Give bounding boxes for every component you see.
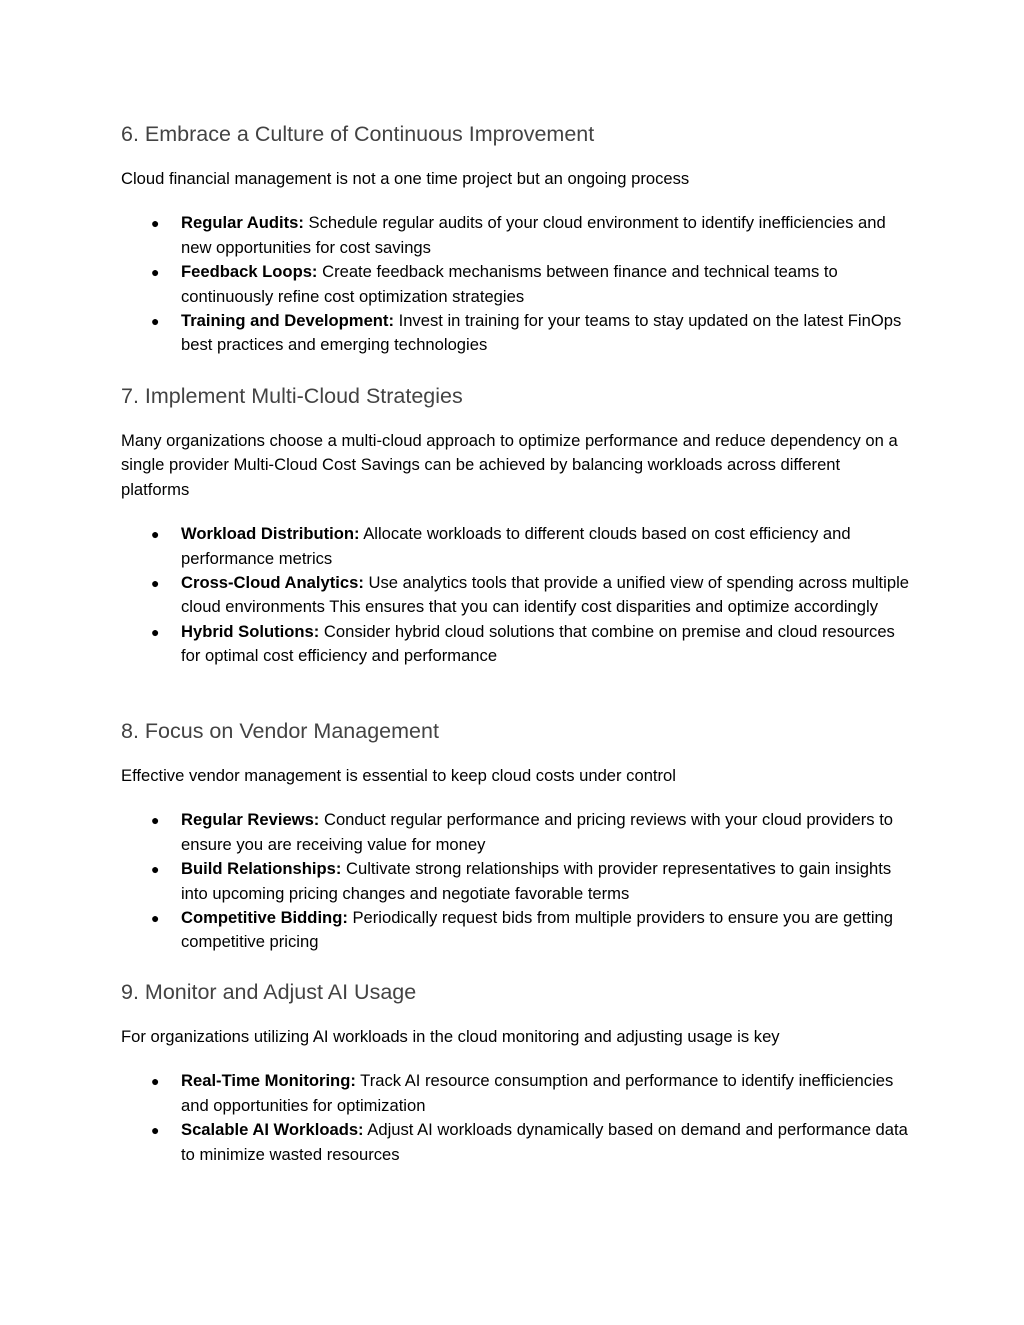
bullet-icon: ● — [151, 861, 160, 878]
section-vendor-management — [121, 715, 911, 955]
bullet-icon: ● — [151, 623, 160, 640]
list-item — [121, 620, 911, 669]
bullet-icon: ● — [151, 812, 160, 829]
item-term: Real-Time Monitoring: — [181, 1071, 356, 1091]
item-term: Cross-Cloud Analytics: — [181, 573, 364, 593]
item-term: Regular Audits: — [181, 213, 304, 233]
section-intro: For organizations utilizing AI workloads in the cloud monitoring and adjusting usage is key — [121, 1027, 780, 1046]
section-heading: 9. Monitor and Adjust AI Usage — [121, 980, 417, 1004]
item-term: Build Relationships: — [181, 859, 342, 879]
list-item — [121, 1118, 911, 1167]
item-term: Feedback Loops: — [181, 262, 318, 282]
item-text: Cultivate strong relationships with provider representatives to gain insights into upcoming pricing changes and negotiate favorable terms — [181, 859, 892, 903]
bullet-list — [121, 211, 911, 357]
section-heading: 8. Focus on Vendor Management — [121, 719, 439, 743]
list-item — [121, 857, 911, 906]
bullet-icon: ● — [151, 215, 160, 232]
section-continuous-improvement — [121, 118, 911, 358]
section-ai-usage — [121, 976, 911, 1167]
section-intro: Effective vendor management is essential to keep cloud costs under control — [121, 766, 676, 785]
item-text: Track AI resource consumption and performance to identify inefficiencies and opportunities for optimization — [181, 1071, 894, 1115]
section-intro: Cloud financial management is not a one time project but an ongoing process — [121, 169, 690, 188]
item-term: Hybrid Solutions: — [181, 621, 320, 641]
bullet-icon: ● — [151, 264, 160, 281]
section-heading: 7. Implement Multi-Cloud Strategies — [121, 384, 463, 408]
item-text: Use analytics tools that provide a unified view of spending across multiple cloud environments This ensures that you can identify cost disparities and optimize accordingly — [181, 573, 909, 617]
item-text: Consider hybrid cloud solutions that combine on premise and cloud resources for optimal cost efficiency and performance — [181, 621, 895, 666]
bullet-icon: ● — [151, 526, 160, 543]
bullet-list — [121, 522, 911, 668]
list-item — [121, 211, 911, 260]
bullet-list — [121, 1069, 911, 1167]
item-text: Invest in training for your teams to stay updated on the latest FinOps best practices and emerging technologies — [181, 311, 902, 355]
list-item — [121, 906, 911, 955]
list-item — [121, 808, 911, 857]
list-item — [121, 1069, 911, 1118]
item-text: Conduct regular performance and pricing reviews with your cloud providers to ensure you are receiving value for money — [181, 810, 894, 854]
bullet-list — [121, 808, 911, 954]
item-text: Create feedback mechanisms between finance and technical teams to continuously refine cost optimization strategies — [181, 262, 838, 306]
item-term: Training and Development: — [181, 311, 394, 331]
item-term: Regular Reviews: — [181, 810, 320, 830]
item-text: Allocate workloads to different clouds based on cost efficiency and performance metrics — [181, 524, 851, 568]
section-intro: Many organizations choose a multi-cloud approach to optimize performance and reduce dependency on a single provider Multi-Cloud Cost Savings can be achieved by balancing workloads across different platforms — [121, 431, 898, 499]
item-term: Scalable AI Workloads: — [181, 1120, 364, 1140]
item-term: Competitive Bidding: — [181, 908, 348, 928]
item-text: Periodically request bids from multiple providers to ensure you are getting competitive pricing — [181, 908, 893, 952]
section-multi-cloud — [121, 380, 911, 669]
item-text: Schedule regular audits of your cloud environment to identify inefficiencies and new opportunities for cost savings — [181, 213, 886, 257]
bullet-icon: ● — [151, 910, 160, 927]
list-item — [121, 522, 911, 571]
item-term: Workload Distribution: — [181, 524, 360, 544]
bullet-icon: ● — [151, 1073, 160, 1090]
list-item — [121, 309, 911, 358]
bullet-icon: ● — [151, 575, 160, 592]
item-text: Adjust AI workloads dynamically based on demand and performance data to minimize wasted resources — [181, 1120, 908, 1164]
section-heading: 6. Embrace a Culture of Continuous Improvement — [121, 122, 595, 146]
list-item — [121, 571, 911, 620]
bullet-icon: ● — [151, 313, 160, 330]
list-item — [121, 260, 911, 309]
bullet-icon: ● — [151, 1122, 160, 1139]
